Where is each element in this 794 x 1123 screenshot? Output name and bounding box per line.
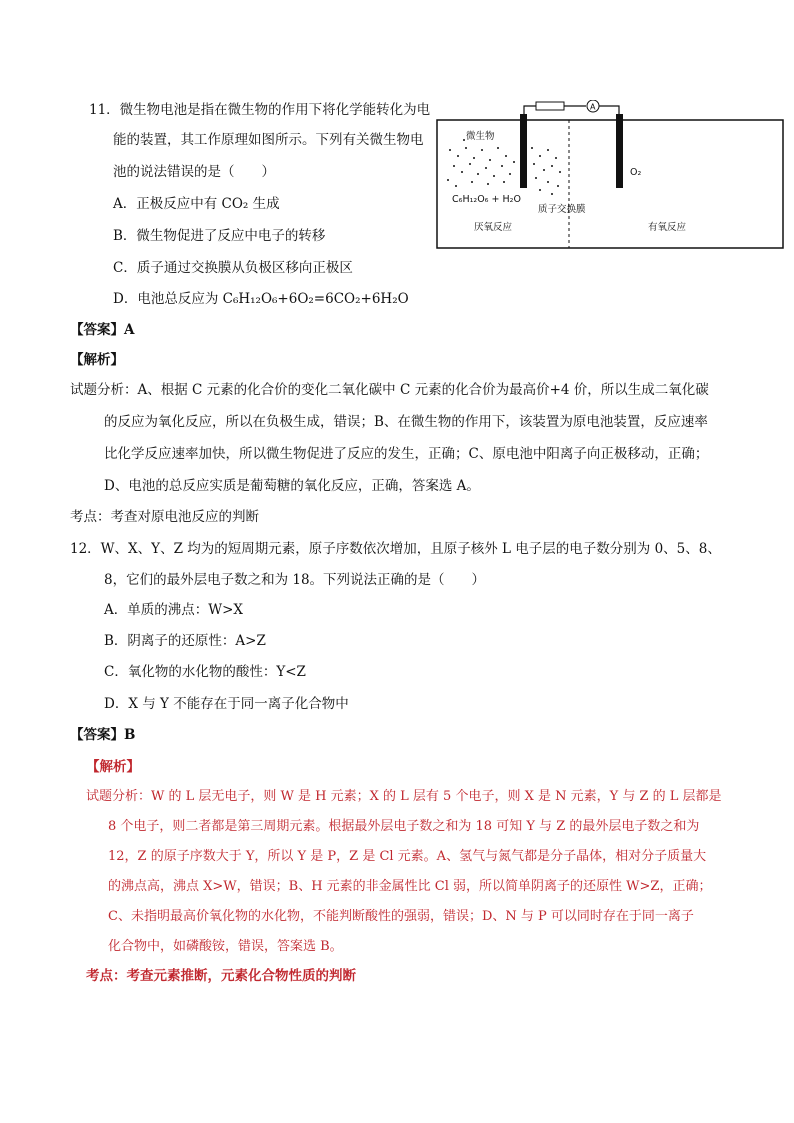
q12-option-a: A．单质的沸点：W>X (104, 602, 244, 618)
q11-option-b: B．微生物促进了反应中电子的转移 (113, 228, 326, 244)
q12-analysis-line6: 化合物中，如磷酸铵，错误，答案选 B。 (108, 939, 343, 954)
anode-electrode (520, 114, 527, 188)
q12-analysis-line2: 8 个电子，则二者都是第三周期元素。根据最外层电子数之和为 18 可知 Y 与 Z 的最外层电子数之和为 (108, 819, 700, 834)
q12-analysis-line4: 的沸点高，沸点 X>W，错误；B、H 元素的非金属性比 Cl 弱，所以简单阴离子的还原性 W>Z，正确； (108, 879, 712, 894)
q12-analysis-line1: 试题分析：W 的 L 层无电子，则 W 是 H 元素；X 的 L 层有 5 个电子，则 X 是 N 元素，Y 与 Z 的 L 层都是 (86, 789, 722, 804)
ammeter-label: A (590, 102, 596, 112)
q11-analysis-line4: D、电池的总反应实质是葡萄糖的氧化反应，正确，答案选 A。 (104, 478, 480, 494)
aerobic-label: 有氧反应 (648, 222, 687, 233)
q11-option-a: A．正极反应中有 CO₂ 生成 (113, 196, 280, 212)
q11-analysis-title: 【解析】 (70, 352, 124, 368)
microbe-dots (447, 139, 561, 195)
q12-option-d: D．X 与 Y 不能存在于同一离子化合物中 (104, 696, 349, 712)
q11-stem-line2: 能的装置，其工作原理如图所示。下列有关微生物电 (113, 132, 424, 148)
q12-kaodian: 考点：考查元素推断，元素化合物性质的判断 (86, 968, 356, 984)
q11-answer: 【答案】A (70, 322, 135, 338)
microbial-cell-diagram (436, 100, 786, 250)
membrane-label: 质子交换膜 (538, 204, 586, 215)
cell-diagram-svg (436, 100, 786, 250)
q11-stem-line3: 池的说法错误的是（ ） (113, 164, 275, 180)
q11-stem-line1: 11．微生物电池是指在微生物的作用下将化学能转化为电 (89, 102, 431, 118)
q11-option-d: D．电池总反应为 C₆H₁₂O₆+6O₂=6CO₂+6H₂O (113, 291, 409, 307)
anaerobic-label: 厌氧反应 (474, 222, 513, 233)
q12-answer: 【答案】B (70, 727, 136, 743)
q12-analysis-title: 【解析】 (86, 759, 140, 775)
q12-stem-line2: 8，它们的最外层电子数之和为 18。下列说法正确的是（ ） (104, 572, 486, 588)
microbe-label: 微生物 (466, 131, 495, 142)
q11-option-c: C．质子通过交换膜从负极区移向正极区 (113, 260, 353, 276)
glucose-label: C₆H₁₂O₆ + H₂O (452, 194, 521, 205)
oxygen-label: O₂ (630, 167, 642, 178)
q12-option-b: B．阴离子的还原性：A>Z (104, 633, 266, 649)
q12-analysis-line3: 12，Z 的原子序数大于 Y，所以 Y 是 P，Z 是 Cl 元素。A、氢气与氮气都是分子晶体，相对分子质量大 (108, 849, 707, 864)
q12-option-c: C．氧化物的水化物的酸性：Y<Z (104, 664, 306, 680)
q11-analysis-line1: 试题分析：A、根据 C 元素的化合价的变化二氧化碳中 C 元素的化合价为最高价+4 价，所以生成二氧化碳 (70, 382, 709, 398)
cathode-electrode (616, 114, 623, 188)
q12-analysis-line5: C、未指明最高价氧化物的水化物，不能判断酸性的强弱，错误；D、N 与 P 可以同时存在于同一离子 (108, 909, 694, 924)
q11-analysis-line3: 比化学反应速率加快，所以微生物促进了反应的发生，正确；C、原电池中阳离子向正极移动，正确； (104, 446, 709, 462)
q12-stem-line1: 12．W、X、Y、Z 均为的短周期元素，原子序数依次增加，且原子核外 L 电子层的电子数分别为 0、5、8、 (70, 541, 721, 557)
resistor (536, 102, 564, 110)
q11-analysis-line2: 的反应为氧化反应，所以在负极生成，错误；B、在微生物的作用下，该装置为原电池装置，反应速率 (104, 414, 708, 430)
q11-kaodian: 考点：考查对原电池反应的判断 (70, 509, 259, 525)
